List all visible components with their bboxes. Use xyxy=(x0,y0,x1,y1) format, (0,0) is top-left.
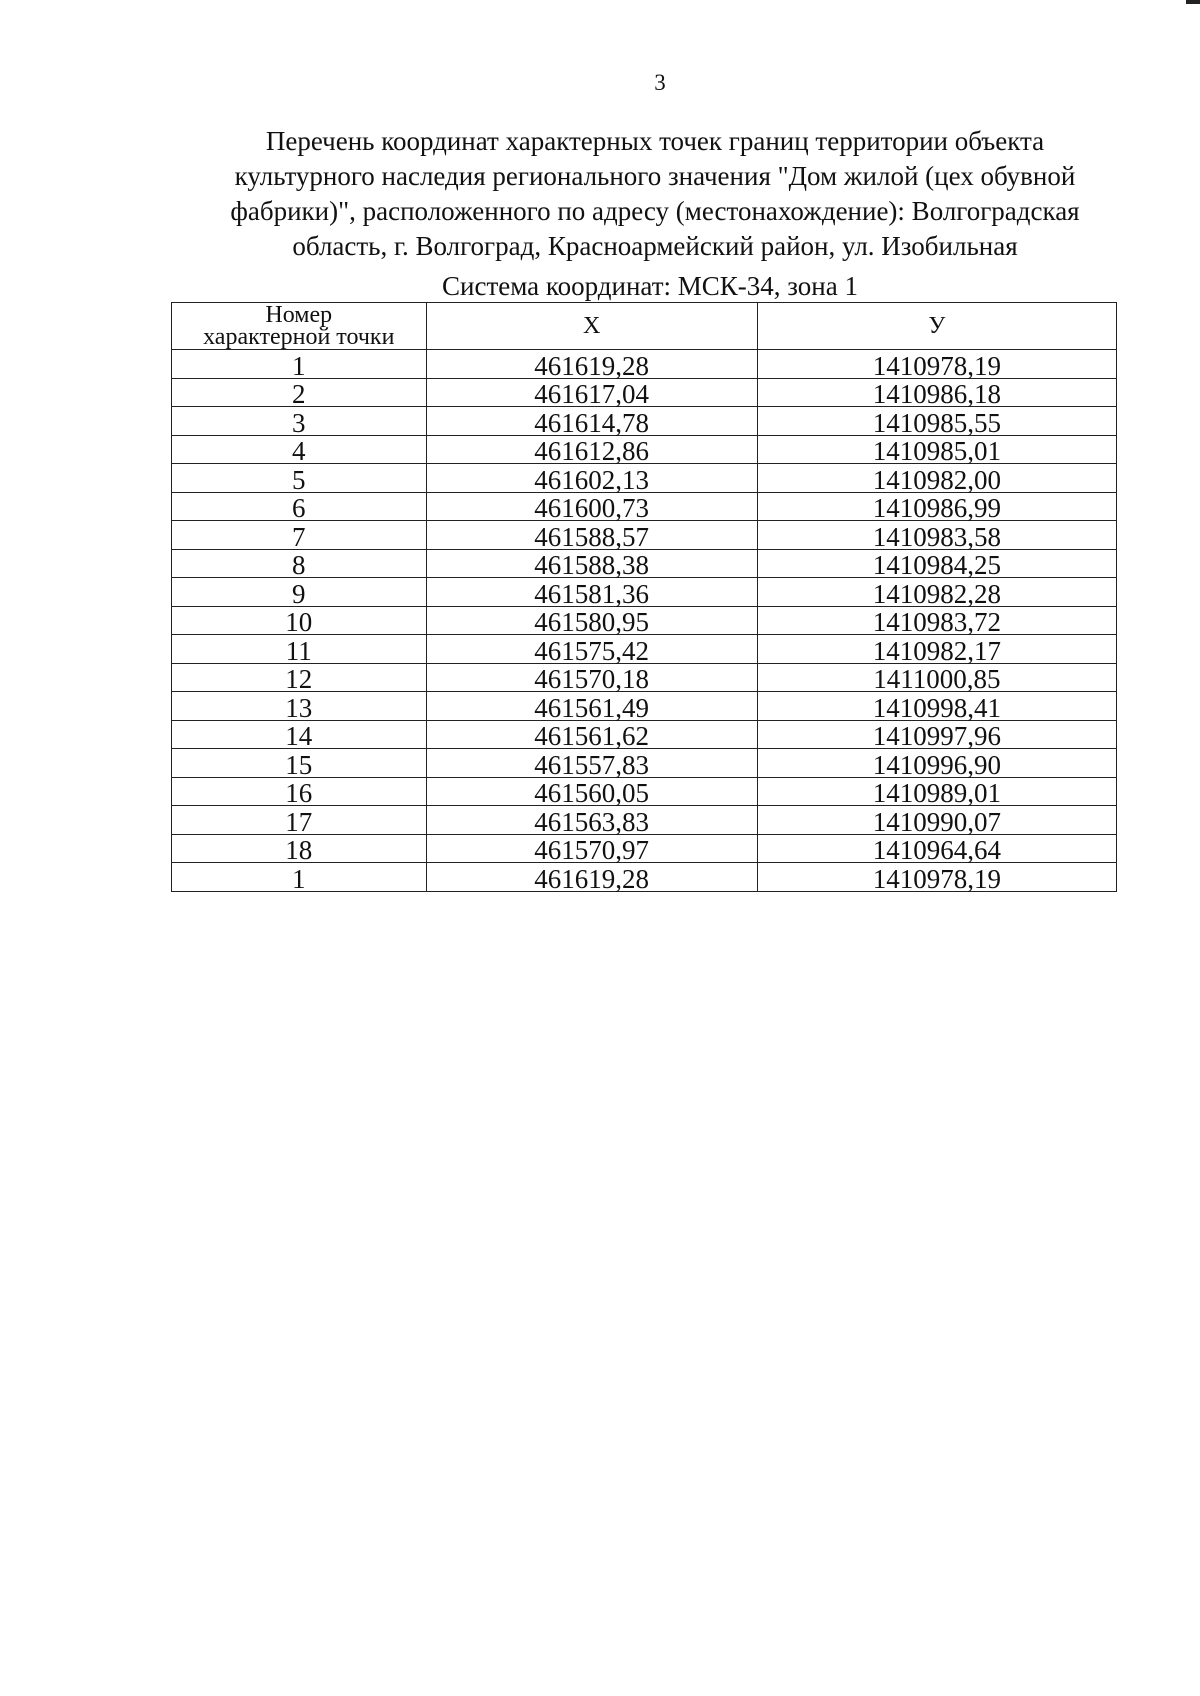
cell-y: 1410983,72 xyxy=(757,606,1116,635)
cell-y: 1410998,41 xyxy=(757,692,1116,721)
cell-y: 1410996,90 xyxy=(757,749,1116,778)
cell-x: 461557,83 xyxy=(426,749,757,778)
cell-x: 461600,73 xyxy=(426,492,757,521)
coordinate-system-caption: Система координат: МСК-34, зона 1 xyxy=(442,271,858,301)
table-row xyxy=(172,663,1117,692)
table-header-row xyxy=(172,303,1117,350)
cell-x: 461563,83 xyxy=(426,806,757,835)
cell-point-number: 1 xyxy=(172,350,427,379)
cell-point-number: 12 xyxy=(172,663,427,692)
cell-y: 1410982,17 xyxy=(757,635,1116,664)
cell-point-number: 15 xyxy=(172,749,427,778)
cell-point-number: 3 xyxy=(172,407,427,436)
cell-x: 461580,95 xyxy=(426,606,757,635)
cell-point-number: 16 xyxy=(172,777,427,806)
cell-point-number: 11 xyxy=(172,635,427,664)
table-row xyxy=(172,749,1117,778)
cell-x: 461614,78 xyxy=(426,407,757,436)
cell-point-number: 7 xyxy=(172,521,427,550)
table-row xyxy=(172,464,1117,493)
cell-y: 1410964,64 xyxy=(757,834,1116,863)
table-row xyxy=(172,720,1117,749)
header-x: X xyxy=(426,303,757,350)
cell-x: 461570,18 xyxy=(426,663,757,692)
cell-y: 1410997,96 xyxy=(757,720,1116,749)
cell-point-number: 8 xyxy=(172,549,427,578)
title-line: фабрики)", расположенного по адресу (местонахождение): Волгоградская xyxy=(230,196,1080,226)
cell-y: 1411000,85 xyxy=(757,663,1116,692)
table-row xyxy=(172,806,1117,835)
cell-x: 461612,86 xyxy=(426,435,757,464)
cell-x: 461575,42 xyxy=(426,635,757,664)
header-point-line2: характерной точки xyxy=(203,324,395,350)
cell-x: 461602,13 xyxy=(426,464,757,493)
table-row xyxy=(172,834,1117,863)
header-point-line1: Номер xyxy=(265,302,333,328)
cell-x: 461619,28 xyxy=(426,350,757,379)
cell-point-number: 6 xyxy=(172,492,427,521)
table-row xyxy=(172,578,1117,607)
cell-y: 1410986,99 xyxy=(757,492,1116,521)
cell-point-number: 1 xyxy=(172,863,427,892)
cell-x: 461570,97 xyxy=(426,834,757,863)
table-row xyxy=(172,863,1117,892)
coordinates-table xyxy=(171,302,1117,892)
document-title xyxy=(200,124,1110,264)
cell-y: 1410990,07 xyxy=(757,806,1116,835)
table-row xyxy=(172,692,1117,721)
cell-y: 1410978,19 xyxy=(757,350,1116,379)
cell-y: 1410986,18 xyxy=(757,378,1116,407)
cell-y: 1410982,28 xyxy=(757,578,1116,607)
table-row xyxy=(172,435,1117,464)
cell-x: 461561,49 xyxy=(426,692,757,721)
cell-point-number: 14 xyxy=(172,720,427,749)
cell-y: 1410985,01 xyxy=(757,435,1116,464)
cell-y: 1410985,55 xyxy=(757,407,1116,436)
header-point-number xyxy=(172,303,427,350)
title-line: область, г. Волгоград, Красноармейский район, ул. Изобильная xyxy=(292,231,1018,261)
cell-point-number: 18 xyxy=(172,834,427,863)
table-row xyxy=(172,492,1117,521)
scan-edge-mark xyxy=(1186,0,1200,4)
cell-x: 461619,28 xyxy=(426,863,757,892)
cell-point-number: 9 xyxy=(172,578,427,607)
cell-x: 461560,05 xyxy=(426,777,757,806)
cell-y: 1410982,00 xyxy=(757,464,1116,493)
table-row xyxy=(172,378,1117,407)
cell-y: 1410984,25 xyxy=(757,549,1116,578)
table-row xyxy=(172,350,1117,379)
cell-x: 461617,04 xyxy=(426,378,757,407)
table-row xyxy=(172,549,1117,578)
title-line: культурного наследия регионального значения "Дом жилой (цех обувной xyxy=(234,161,1076,191)
cell-point-number: 4 xyxy=(172,435,427,464)
cell-y: 1410978,19 xyxy=(757,863,1116,892)
cell-x: 461561,62 xyxy=(426,720,757,749)
cell-point-number: 2 xyxy=(172,378,427,407)
cell-point-number: 5 xyxy=(172,464,427,493)
table-row xyxy=(172,606,1117,635)
cell-point-number: 13 xyxy=(172,692,427,721)
cell-point-number: 10 xyxy=(172,606,427,635)
cell-x: 461588,38 xyxy=(426,549,757,578)
table-row xyxy=(172,635,1117,664)
cell-y: 1410989,01 xyxy=(757,777,1116,806)
cell-y: 1410983,58 xyxy=(757,521,1116,550)
table-row xyxy=(172,521,1117,550)
table-body xyxy=(172,350,1117,892)
cell-x: 461588,57 xyxy=(426,521,757,550)
cell-point-number: 17 xyxy=(172,806,427,835)
title-line: Перечень координат характерных точек границ территории объекта xyxy=(265,126,1045,156)
header-y: У xyxy=(757,303,1116,350)
table-row xyxy=(172,777,1117,806)
page-number: 3 xyxy=(654,70,666,95)
cell-x: 461581,36 xyxy=(426,578,757,607)
table-row xyxy=(172,407,1117,436)
